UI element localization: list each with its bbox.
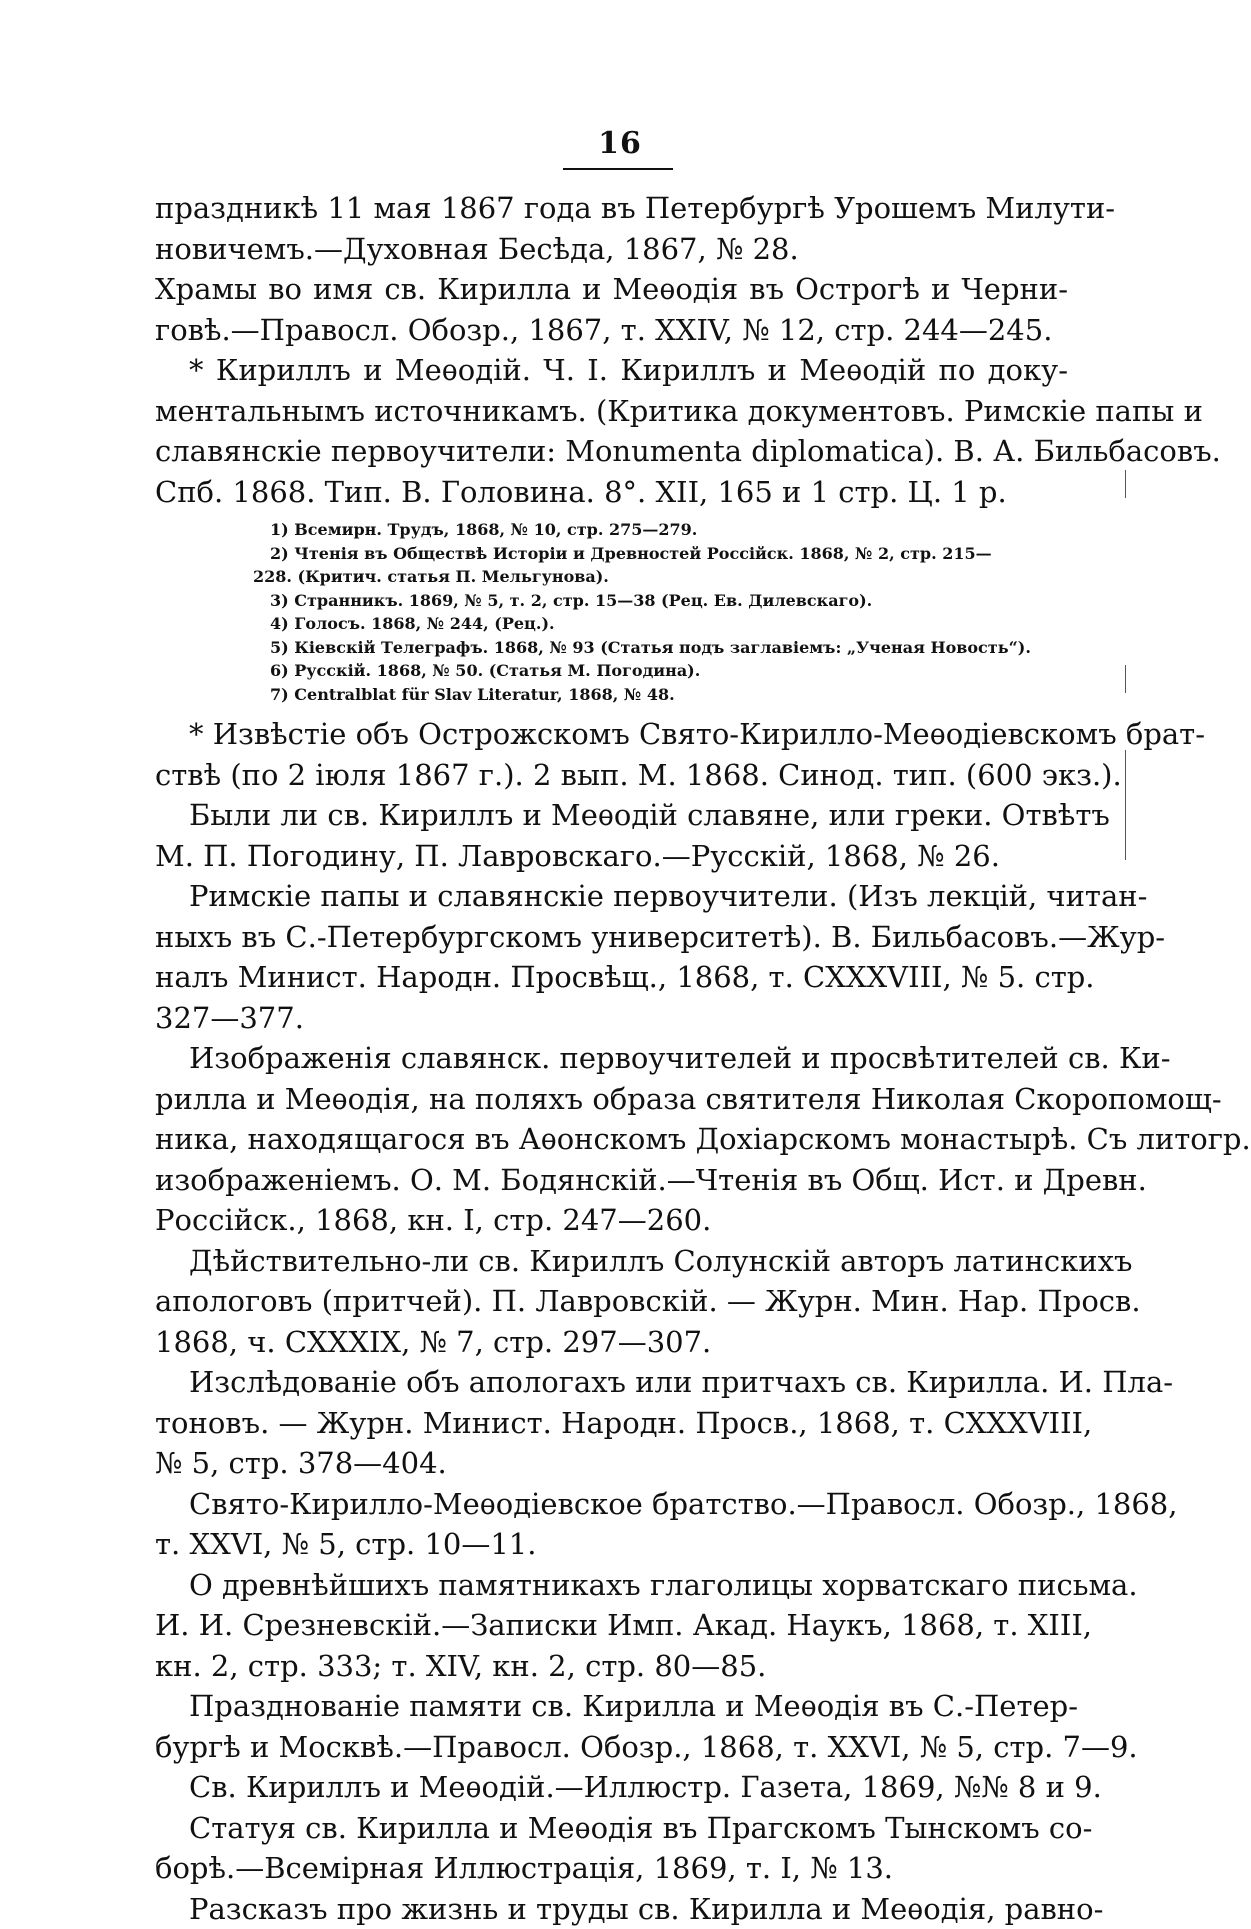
text-line: т. XXVI, № 5, стр. 10—11. — [155, 1524, 1068, 1565]
text-line: апологовъ (притчей). П. Лавровскій. — Журн. Мин. Нар. Просв. — [155, 1281, 1068, 1322]
footnote-line: 1) Всемирн. Трудъ, 1868, № 10, стр. 275—279. — [155, 518, 1068, 542]
text-line: говѣ.—Правосл. Обозр., 1867, т. XXIV, № 12, стр. 244—245. — [155, 310, 1068, 351]
text-line: * Извѣстіе объ Острожскомъ Свято-Кирилло-Меѳодіевскомъ брат- — [155, 714, 1068, 755]
text-line: Свято-Кирилло-Меѳодіевское братство.—Правосл. Обозр., 1868, — [155, 1484, 1068, 1525]
text-line: славянскіе первоучители: Monumenta diplomatica). В. А. Бильбасовъ. — [155, 431, 1068, 472]
text-line: новичемъ.—Духовная Бесѣда, 1867, № 28. — [155, 229, 1068, 270]
text-line: борѣ.—Всемірная Иллюстрація, 1869, т. I, № 13. — [155, 1848, 1068, 1889]
text-line: Спб. 1868. Тип. В. Головина. 8°. XII, 165 и 1 стр. Ц. 1 р. — [155, 472, 1068, 513]
footnote-line: 7) Centralblat für Slav Literatur, 1868, № 48. — [155, 683, 1068, 707]
text-line: кн. 2, стр. 333; т. XIV, кн. 2, стр. 80—85. — [155, 1646, 1068, 1687]
text-line: ментальнымъ источникамъ. (Критика документовъ. Римскіе папы и — [155, 391, 1068, 432]
text-line: Храмы во имя св. Кирилла и Меѳодія въ Острогѣ и Черни- — [155, 269, 1068, 310]
footnote-line: 3) Странникъ. 1869, № 5, т. 2, стр. 15—38 (Рец. Ев. Дилевскаго). — [155, 589, 1068, 613]
footnote-line: 4) Голосъ. 1868, № 244, (Рец.). — [155, 612, 1068, 636]
margin-mark — [1125, 665, 1126, 693]
text-line: ныхъ въ С.-Петербургскомъ университетѣ). В. Бильбасовъ.—Жур- — [155, 917, 1068, 958]
text-line: Дѣйствительно-ли св. Кириллъ Солунскій авторъ латинскихъ — [155, 1241, 1068, 1282]
text-line: тоновъ. — Журн. Минист. Народн. Просв., 1868, т. CXXXVIII, — [155, 1403, 1068, 1444]
text-line: Празднованіе памяти св. Кирилла и Меѳодія въ С.-Петер- — [155, 1686, 1068, 1727]
text-line: Римскіе папы и славянскіе первоучители. (Изъ лекцій, читан- — [155, 876, 1068, 917]
footnote-line: 5) Кіевскій Телеграфъ. 1868, № 93 (Статья подъ заглавіемъ: „Ученая Новость“). — [155, 636, 1068, 660]
margin-mark — [1125, 750, 1126, 860]
footnote-line: 6) Русскій. 1868, № 50. (Статья М. Погодина). — [155, 659, 1068, 683]
text-line: № 5, стр. 378—404. — [155, 1443, 1068, 1484]
page-number-rule — [563, 168, 673, 170]
text-line: Разсказъ про жизнь и труды св. Кирилла и Меѳодія, равно- — [155, 1889, 1068, 1929]
text-line: И. И. Срезневскій.—Записки Имп. Акад. Наукъ, 1868, т. XIII, — [155, 1605, 1068, 1646]
text-line: праздникѣ 11 мая 1867 года въ Петербургѣ Урошемъ Милути- — [155, 188, 1068, 229]
text-line: Изслѣдованіе объ апологахъ или притчахъ св. Кирилла. И. Пла- — [155, 1362, 1068, 1403]
footnote-line: 2) Чтенія въ Обществѣ Исторіи и Древностей Россійск. 1868, № 2, стр. 215— — [155, 542, 1068, 566]
footnote-line: 228. (Критич. статья П. Мельгунова). — [155, 565, 1068, 589]
text-line: налъ Минист. Народн. Просвѣщ., 1868, т. CXXXVIII, № 5. стр. — [155, 957, 1068, 998]
text-line: Статуя св. Кирилла и Меѳодія въ Прагскомъ Тынскомъ со- — [155, 1808, 1068, 1849]
text-line: ствѣ (по 2 іюля 1867 г.). 2 вып. М. 1868. Синод. тип. (600 экз.). — [155, 755, 1068, 796]
text-line: 327—377. — [155, 998, 1068, 1039]
text-line: М. П. Погодину, П. Лавровскаго.—Русскій, 1868, № 26. — [155, 836, 1068, 877]
text-line: Изображенія славянск. первоучителей и просвѣтителей св. Ки- — [155, 1038, 1068, 1079]
text-line: О древнѣйшихъ памятникахъ глаголицы хорватскаго письма. — [155, 1565, 1068, 1606]
margin-mark — [1125, 470, 1126, 498]
text-line: Были ли св. Кириллъ и Меѳодій славяне, или греки. Отвѣтъ — [155, 795, 1068, 836]
text-line: * Кириллъ и Меѳодій. Ч. I. Кириллъ и Меѳодій по доку- — [155, 350, 1068, 391]
text-line: ника, находящагося въ Аѳонскомъ Дохіарскомъ монастырѣ. Съ литогр. — [155, 1119, 1068, 1160]
text-line: Св. Кириллъ и Меѳодій.—Иллюстр. Газета, 1869, №№ 8 и 9. — [155, 1767, 1068, 1808]
page-number: 16 — [560, 126, 680, 161]
text-line: Россійск., 1868, кн. I, стр. 247—260. — [155, 1200, 1068, 1241]
text-line: бургѣ и Москвѣ.—Правосл. Обозр., 1868, т. XXVI, № 5, стр. 7—9. — [155, 1727, 1068, 1768]
text-line: изображеніемъ. О. М. Бодянскій.—Чтенія въ Общ. Ист. и Древн. — [155, 1160, 1068, 1201]
document-body — [155, 188, 1068, 1929]
text-line: 1868, ч. CXXXIX, № 7, стр. 297—307. — [155, 1322, 1068, 1363]
text-line: рилла и Меѳодія, на поляхъ образа святителя Николая Скоропомощ- — [155, 1079, 1068, 1120]
